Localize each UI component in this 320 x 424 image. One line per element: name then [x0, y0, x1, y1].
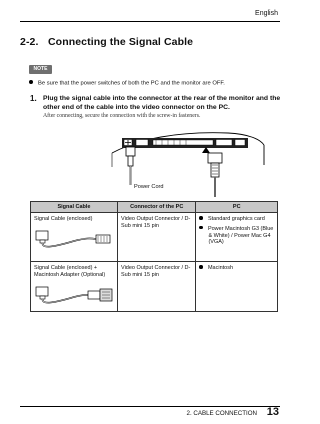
signal-cable-table [30, 201, 278, 312]
section-title [20, 36, 193, 48]
step-subtext: After connecting, secure the connection with the screw-in fasteners. [43, 113, 201, 119]
bullet-icon [29, 80, 33, 84]
bullet-icon [199, 226, 203, 230]
pc-list-item: Macintosh [199, 265, 274, 272]
header-rule [20, 21, 280, 22]
table-cell-pc [196, 213, 278, 262]
pc-list-item: Power Macintosh G3 (Blue & White) / Power Mac G4 (VGA) [199, 226, 274, 246]
cable-name: Signal Cable (enclosed) [34, 216, 93, 222]
step-1 [30, 94, 285, 112]
page-number: 13 [266, 406, 279, 418]
signal-cable-with-adapter-icon [34, 283, 114, 305]
signal-cable-icon [34, 227, 114, 249]
table-row [31, 262, 278, 312]
monitor-rear-connector-illustration [108, 125, 268, 197]
table-header: PC [196, 202, 278, 213]
table-row [31, 213, 278, 262]
power-cord-label: Power Cord [134, 184, 164, 190]
table-cell-pc [196, 262, 278, 312]
cable-name: Signal Cable (enclosed) + Macintosh Adapter (Optional) [34, 265, 106, 278]
table-cell-connector: Video Output Connector / D-Sub mini 15 pin [118, 213, 196, 262]
note-item-text: Be sure that the power switches of both the PC and the monitor are OFF. [38, 80, 225, 87]
table-header: Signal Cable [31, 202, 118, 213]
bullet-icon [199, 216, 203, 220]
note-badge: NOTE [29, 65, 52, 74]
bullet-icon [199, 265, 203, 269]
section-number: 2-2. [20, 36, 39, 48]
note-item [29, 80, 225, 87]
header-language: English [255, 10, 278, 17]
step-number: 1. [30, 94, 37, 103]
table-cell-cable [31, 213, 118, 262]
table-cell-connector: Video Output Connector / D-Sub mini 15 pin [118, 262, 196, 312]
pc-list-item: Standard graphics card [199, 216, 274, 223]
table-header: Connector of the PC [118, 202, 196, 213]
table-cell-cable [31, 262, 118, 312]
step-text: Plug the signal cable into the connector at the rear of the monitor and the other end of the cable into the video connector on the PC. [43, 95, 281, 111]
section-title-text: Connecting the Signal Cable [48, 36, 194, 48]
footer-section: 2. CABLE CONNECTION [186, 410, 257, 417]
footer-rule [20, 406, 280, 407]
